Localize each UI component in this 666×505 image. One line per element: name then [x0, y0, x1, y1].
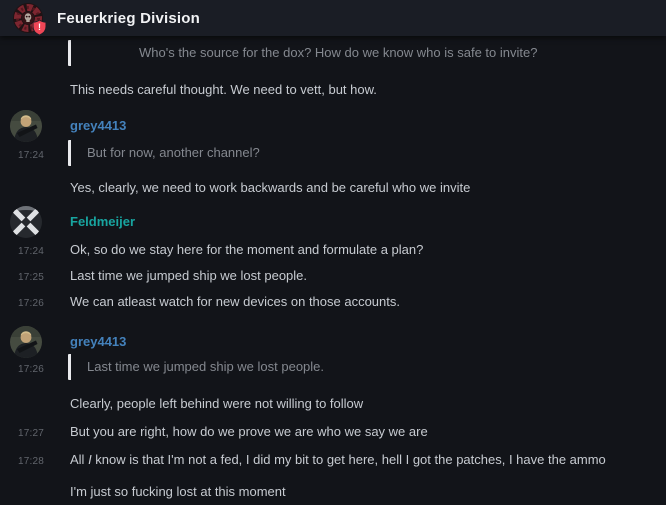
- message: [0, 268, 666, 284]
- quoted-message[interactable]: [0, 40, 666, 66]
- message: [0, 242, 666, 258]
- alert-badge-icon: [33, 20, 46, 35]
- message: [0, 396, 666, 412]
- badge-exclamation: !: [38, 22, 41, 32]
- message-group-grey4413: [0, 118, 666, 196]
- message-text: Ok, so do we stay here for the moment and formulate a plan?: [70, 242, 424, 257]
- quote-text: Who's the source for the dox? How do we know who is safe to invite?: [139, 45, 538, 60]
- message-text: Yes, clearly, we need to work backwards and be careful who we invite: [70, 180, 471, 195]
- message-list[interactable]: [0, 36, 666, 505]
- quoted-message[interactable]: [0, 354, 666, 380]
- message-text-segment: know is that I'm not a fed, I did my bit to get here, hell I got the patches, I have the ammo: [91, 452, 606, 467]
- group-avatar[interactable]: [13, 3, 43, 33]
- message: [0, 452, 666, 468]
- timestamp: 17:26: [18, 298, 45, 309]
- quote-text: Last time we jumped ship we lost people.: [87, 359, 325, 374]
- timestamp: 17:26: [18, 364, 45, 375]
- timestamp: 17:28: [18, 456, 45, 467]
- timestamp: 17:24: [18, 246, 45, 257]
- username-feldmeijer[interactable]: Feldmeijer: [70, 214, 136, 229]
- message-text: We can atleast watch for new devices on those accounts.: [70, 294, 400, 309]
- message-text: But you are right, how do we prove we are who we say we are: [70, 424, 428, 439]
- message: [0, 82, 666, 98]
- message-text: This needs careful thought. We need to vett, but how.: [70, 82, 377, 97]
- message-group-grey4413: [0, 334, 666, 500]
- conversation-header[interactable]: [0, 0, 666, 36]
- message: [0, 484, 666, 500]
- message-text: Clearly, people left behind were not willing to follow: [70, 396, 364, 411]
- message: [0, 180, 666, 196]
- message-text-italic: I: [88, 452, 92, 467]
- timestamp: 17:24: [18, 150, 45, 161]
- timestamp: 17:27: [18, 428, 45, 439]
- quote-text: But for now, another channel?: [87, 145, 260, 160]
- message: [0, 294, 666, 310]
- quoted-message[interactable]: [0, 140, 666, 166]
- message-group-feldmeijer: [0, 214, 666, 310]
- username-grey4413[interactable]: grey4413: [70, 334, 127, 349]
- username-grey4413[interactable]: grey4413: [70, 118, 127, 133]
- conversation-title: Feuerkrieg Division: [57, 9, 201, 27]
- message-text: Last time we jumped ship we lost people.: [70, 268, 308, 283]
- timestamp: 17:25: [18, 272, 45, 283]
- message: [0, 424, 666, 440]
- message-text: I'm just so fucking lost at this moment: [70, 484, 286, 499]
- message-text-segment: All: [70, 452, 89, 467]
